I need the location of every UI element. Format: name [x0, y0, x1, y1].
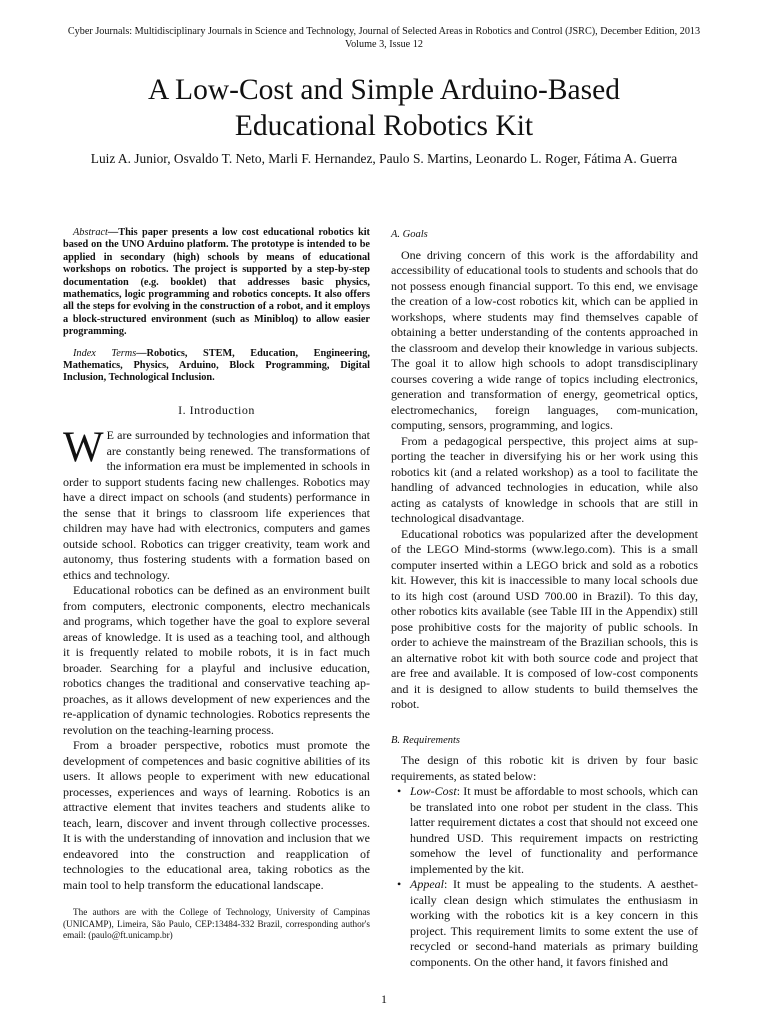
author-footnote: The authors are with the College of Technology, University of Campinas (UNICAMP), Limeira, São Paulo, CEP:13484-332 Brazil, corresponding author's email: (paulo@ft.unicamp.br): [63, 907, 370, 941]
goals-paragraph-2: From a pedagogical perspective, this project aims at sup-porting the teacher in diversifying his or her work using this robotics kit (and a related workshop) as a tool to facilitate the handling of advanced technologies in education, while also acting as catalysts of knowledge in schools that are still in technological disadvantage.: [391, 433, 698, 525]
introduction-heading: I. Introduction: [178, 402, 255, 417]
drop-cap: W: [63, 424, 104, 472]
abstract: [63, 227, 370, 339]
intro-paragraph-1-text: E are surrounded by technologies and information that are constantly being renewed. The transformations of the information era must be implemented in schools in order to support students facing new challenges. Robotics may have a direct impact on schools (and students) performance in the sense that it brings to classroom life experiences that children may have had with electronics, computers and games outside school. Robotics can trigger creativity, team work and autonomy, thus fostering students with a formation based on ethics and technology.: [63, 428, 370, 582]
intro-paragraph-1: [63, 424, 370, 583]
requirement-name: Low-Cost: [410, 784, 457, 798]
running-head-line-1: Cyber Journals: Multidisciplinary Journals in Science and Technology, Journal of Selected Areas in Robotics and Control (JSRC), December Edition, 2013: [67, 26, 701, 37]
running-head: [0, 26, 768, 51]
requirements-intro: The design of this robotic kit is driven by four basic requirements, as stated below:: [391, 753, 698, 783]
title-line-2: Educational Robotics Kit: [234, 110, 534, 142]
running-head-line-2: Volume 3, Issue 12: [345, 38, 423, 50]
right-column: [391, 227, 698, 970]
requirement-name: Appeal: [410, 877, 444, 891]
intro-paragraph-3: From a broader perspective, robotics must promote the development of competences and basic cognitive abilities of its users. It allows people to experiment with new educational processes, experiences and ways of learning. Robotics is an attractive element that invites teachers and students alike to teach, learn, discover and invent through collective processes. It is with the understanding of innovation and inclusion that we endeavored into the construction and reapplication of technologies to the educational area, taking robotics as the main tool to help transform the educational landscape.: [63, 738, 370, 892]
requirements-list: [391, 784, 698, 970]
list-item: [391, 877, 698, 970]
left-column: [63, 227, 370, 951]
page-number: 1: [381, 992, 387, 1006]
abstract-label: Abstract: [73, 227, 108, 238]
title-line-1: A Low-Cost and Simple Arduino-Based: [148, 74, 620, 106]
index-terms-label: Index Terms: [73, 347, 137, 359]
abstract-text: —This paper presents a low cost educational robotics kit based on the UNO Arduino platform. The prototype is intended to be applied in secondary (high) schools by means of educational workshops on robotics. The project is supported by a step-by-step documentation (e.g. booklet) that addresses basic physics, mathematics, logic programming and robotics concepts. It also offers all the steps for evolving in the construction of a robot, and it employs a block-structured environment (such as Minibloq) to allow easier programming.: [63, 227, 370, 338]
intro-paragraph-2: Educational robotics can be defined as an environment built from computers, electronic components, electro mechanicals and programs, which together have the goal to explore several areas of knowledge. It is used as a teaching tool, and although it is frequently related to mobile robots, it is in fact much broader. Searching for a playful and inclusive education, robotics changes the traditional and conservative teaching ap-proaches, as it allows development of new experiences and the re-application of dynamic technologies. Robotics represents the revolution on the teaching-learning process.: [63, 583, 370, 737]
goals-paragraph-1: One driving concern of this work is the affordability and accessibility of educational tools to students and schools that do not possess enough financial support. To this end, we envisage the creation of a low-cost robotics kit, which can be applied in workshops, where students may find themselves capable of obtaining a better understanding of the contents approached in the classroom and develop their knowledge in various subjects. The goal it to allow high schools to adopt transdisciplinary courses covering a wide range of topics including electronics, generation and transformation of energy, geometrical optics, electromechanics, foreign languages, com-munication, computing, sensors, programming, and logics.: [391, 247, 698, 432]
paper-title: [0, 72, 768, 144]
goals-paragraph-3: Educational robotics was popularized after the development of the LEGO Mind-storms (www.lego.com). This is a small computer inserted within a LEGO brick and sold as a robotics kit. However, this kit is inaccessible to many local schools due to its high cost (around USD 700.00 in Brazil). To this day, other robotics kits available (see Table III in the Appendix) still pose prohibitive costs for the majority of public schools. In order to achieve the mainstream of the Brazilian schools, this is an alternative robot kit with both source code and project that are free and available. It is composed of low-cost components and it is designed to allow students to build themselves the robot.: [391, 526, 698, 711]
goals-heading: A. Goals: [391, 229, 428, 240]
requirement-text: : It must be affordable to most schools, which can be translated into one robot per student in the class. This latter requirement dictates a cost that should not exceed one hundred USD. This requirement impacts on restricting somehow the level of functionality and performance implemented by the kit.: [410, 784, 698, 876]
abstract-block: [63, 227, 370, 385]
requirement-text: : It must be appealing to the students. A aesthet-ically clean design which stimulates the enthusiasm in working with the robotics kit is a key concern in this project. This requirement limits to some extent the use of recycled or second-hand materials as primary building components. On the other hand, it favors finished and: [410, 877, 698, 969]
requirements-heading: B. Requirements: [391, 734, 461, 746]
index-terms: [63, 348, 370, 385]
index-terms-text: —Robotics, STEM, Education, Engineering, Mathematics, Physics, Arduino, Block Programming, Digital Inclusion, Technological Inclusion.: [63, 347, 370, 384]
author-list: Luiz A. Junior, Osvaldo T. Neto, Marli F. Hernandez, Paulo S. Martins, Leonardo L. Roger, Fátima A. Guerra: [90, 151, 678, 166]
list-item: [391, 784, 698, 877]
